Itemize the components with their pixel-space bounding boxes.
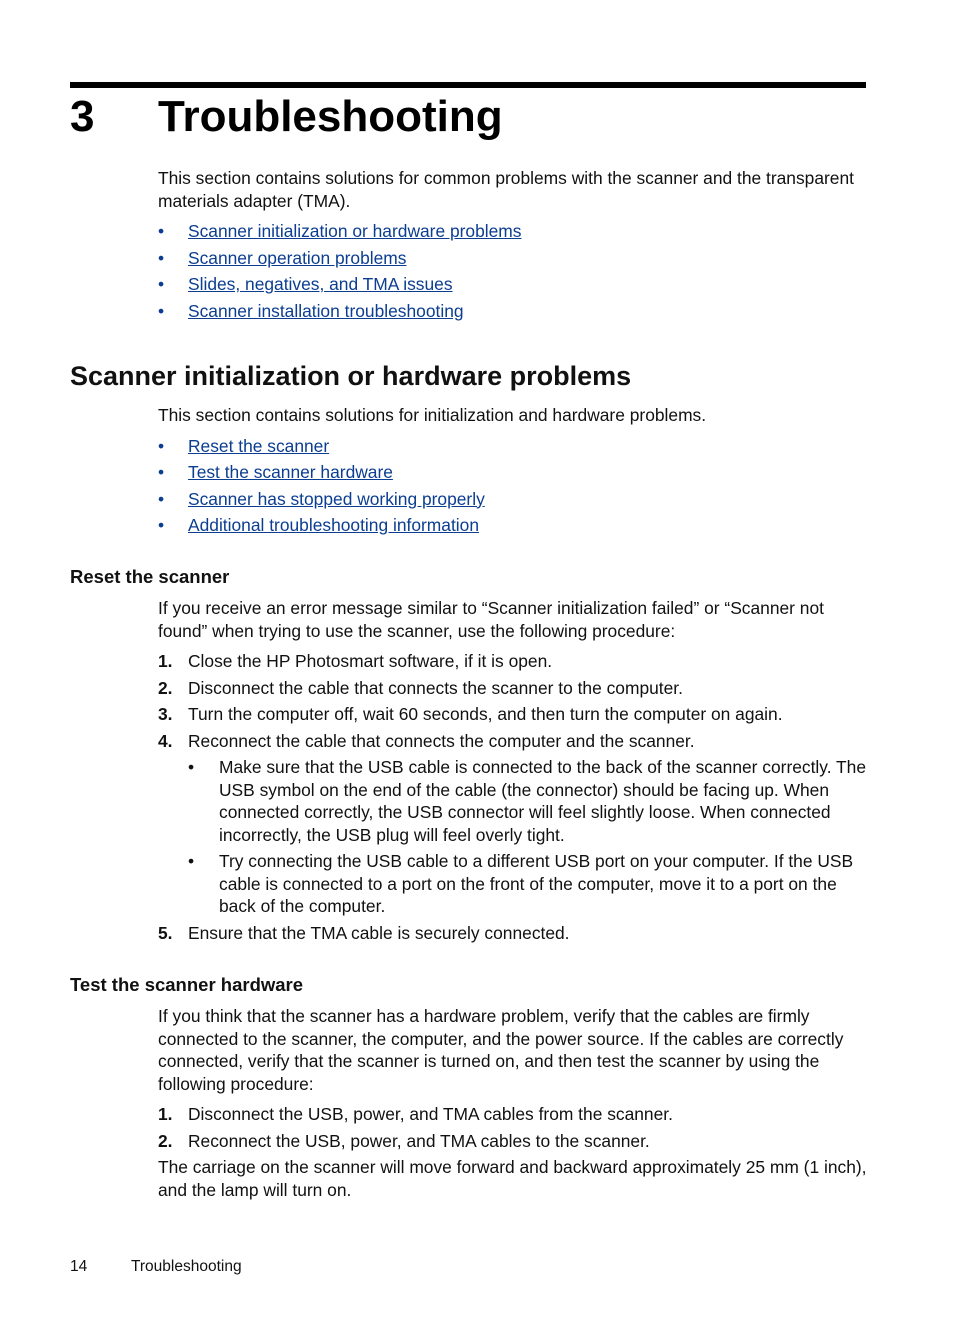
- reset-steps: [158, 650, 870, 944]
- chapter-rule: [70, 82, 866, 88]
- init-block: [158, 404, 870, 541]
- subheading-reset: Reset the scanner: [70, 566, 230, 587]
- sub-list-item: • Try connecting the USB cable to a different USB port on your computer. If the USB cable is connected to a port on the front of the computer, move it to a port on the back of the computer.: [188, 851, 854, 916]
- link-scanner-operation[interactable]: Scanner operation problems: [188, 247, 407, 268]
- footer-page-number: 14: [70, 1258, 88, 1275]
- link-additional-info[interactable]: Additional troubleshooting information: [188, 515, 479, 535]
- list-item: • Slides, negatives, and TMA issues: [158, 274, 453, 294]
- list-item: • Scanner installation troubleshooting: [158, 300, 464, 321]
- intro-block: [158, 167, 870, 326]
- link-scanner-init[interactable]: Scanner initialization or hardware problems: [188, 221, 522, 241]
- step-item: 3. Turn the computer off, wait 60 seconds, and then turn the computer on again.: [158, 704, 783, 724]
- intro-link-list: [158, 220, 870, 322]
- list-item: • Scanner has stopped working properly: [158, 488, 485, 509]
- section-heading-init: Scanner initialization or hardware problems: [70, 361, 632, 391]
- reset-block: [158, 597, 870, 948]
- chapter-title: Troubleshooting: [158, 92, 503, 141]
- link-test-hardware[interactable]: Test the scanner hardware: [188, 462, 393, 482]
- sub-list-item: • Make sure that the USB cable is connected to the back of the scanner correctly. The USB symbol on the end of the cable (the connector) should be facing up. When connected correctly, the USB connector will feel slightly loose. When connected incorrectly, the USB plug will feel overly tight.: [188, 757, 867, 845]
- list-item: • Scanner operation problems: [158, 247, 407, 268]
- chapter-heading: [70, 91, 503, 143]
- chapter-number: 3: [70, 92, 95, 141]
- reset-paragraph: If you receive an error message similar to “Scanner initialization failed” or “Scanner not found” when trying to use the scanner, use the following procedure:: [158, 598, 824, 641]
- link-slides-negatives[interactable]: Slides, negatives, and TMA issues: [188, 274, 453, 294]
- test-after-paragraph: The carriage on the scanner will move forward and backward approximately 25 mm (1 inch), and the lamp will turn on.: [158, 1157, 867, 1200]
- link-installation[interactable]: Scanner installation troubleshooting: [188, 300, 464, 321]
- step-item: 2. Disconnect the cable that connects the scanner to the computer.: [158, 677, 683, 698]
- step-item: 2. Reconnect the USB, power, and TMA cables to the scanner.: [158, 1130, 650, 1151]
- test-steps: [158, 1103, 870, 1152]
- list-item: • Scanner initialization or hardware problems: [158, 221, 522, 241]
- subheading-test: Test the scanner hardware: [70, 974, 304, 995]
- step-item: 5. Ensure that the TMA cable is securely connected.: [158, 922, 570, 943]
- link-stopped-working[interactable]: Scanner has stopped working properly: [188, 488, 485, 509]
- step-item: 1. Close the HP Photosmart software, if it is open.: [158, 651, 553, 671]
- init-paragraph: This section contains solutions for initialization and hardware problems.: [158, 405, 707, 425]
- list-item: • Test the scanner hardware: [158, 462, 393, 482]
- test-paragraph: If you think that the scanner has a hardware problem, verify that the cables are firmly connected to the scanner, the computer, and the power source. If the cables are correctly connected, verify that the scanner is turned on, and then test the scanner by using the following procedure:: [158, 1006, 844, 1094]
- init-link-list: [158, 435, 870, 537]
- intro-paragraph: This section contains solutions for common problems with the scanner and the transparent materials adapter (TMA).: [158, 168, 854, 211]
- list-item: • Additional troubleshooting information: [158, 515, 479, 535]
- list-item: • Reset the scanner: [158, 435, 330, 456]
- step-item: 4. Reconnect the cable that connects the computer and the scanner. • Make sure that the USB cable is connected to the back of the scanner correctly. The USB symbol on the end of the cable (the connector) should be facing up. When connected correctly, the USB connector will feel slightly loose. When connected incorrectly, the USB plug will feel overly tight. • Try connecting the USB cable to a different USB port on your computer. If the USB cable is connected to a port on the front of the computer, move it to a port on the back of the computer.: [158, 730, 870, 918]
- footer-section-name: Troubleshooting: [131, 1258, 242, 1275]
- step-4-sub-list: [188, 756, 870, 918]
- test-block: [158, 1005, 870, 1201]
- step-item: 1. Disconnect the USB, power, and TMA cables from the scanner.: [158, 1104, 673, 1124]
- link-reset-scanner[interactable]: Reset the scanner: [188, 435, 330, 456]
